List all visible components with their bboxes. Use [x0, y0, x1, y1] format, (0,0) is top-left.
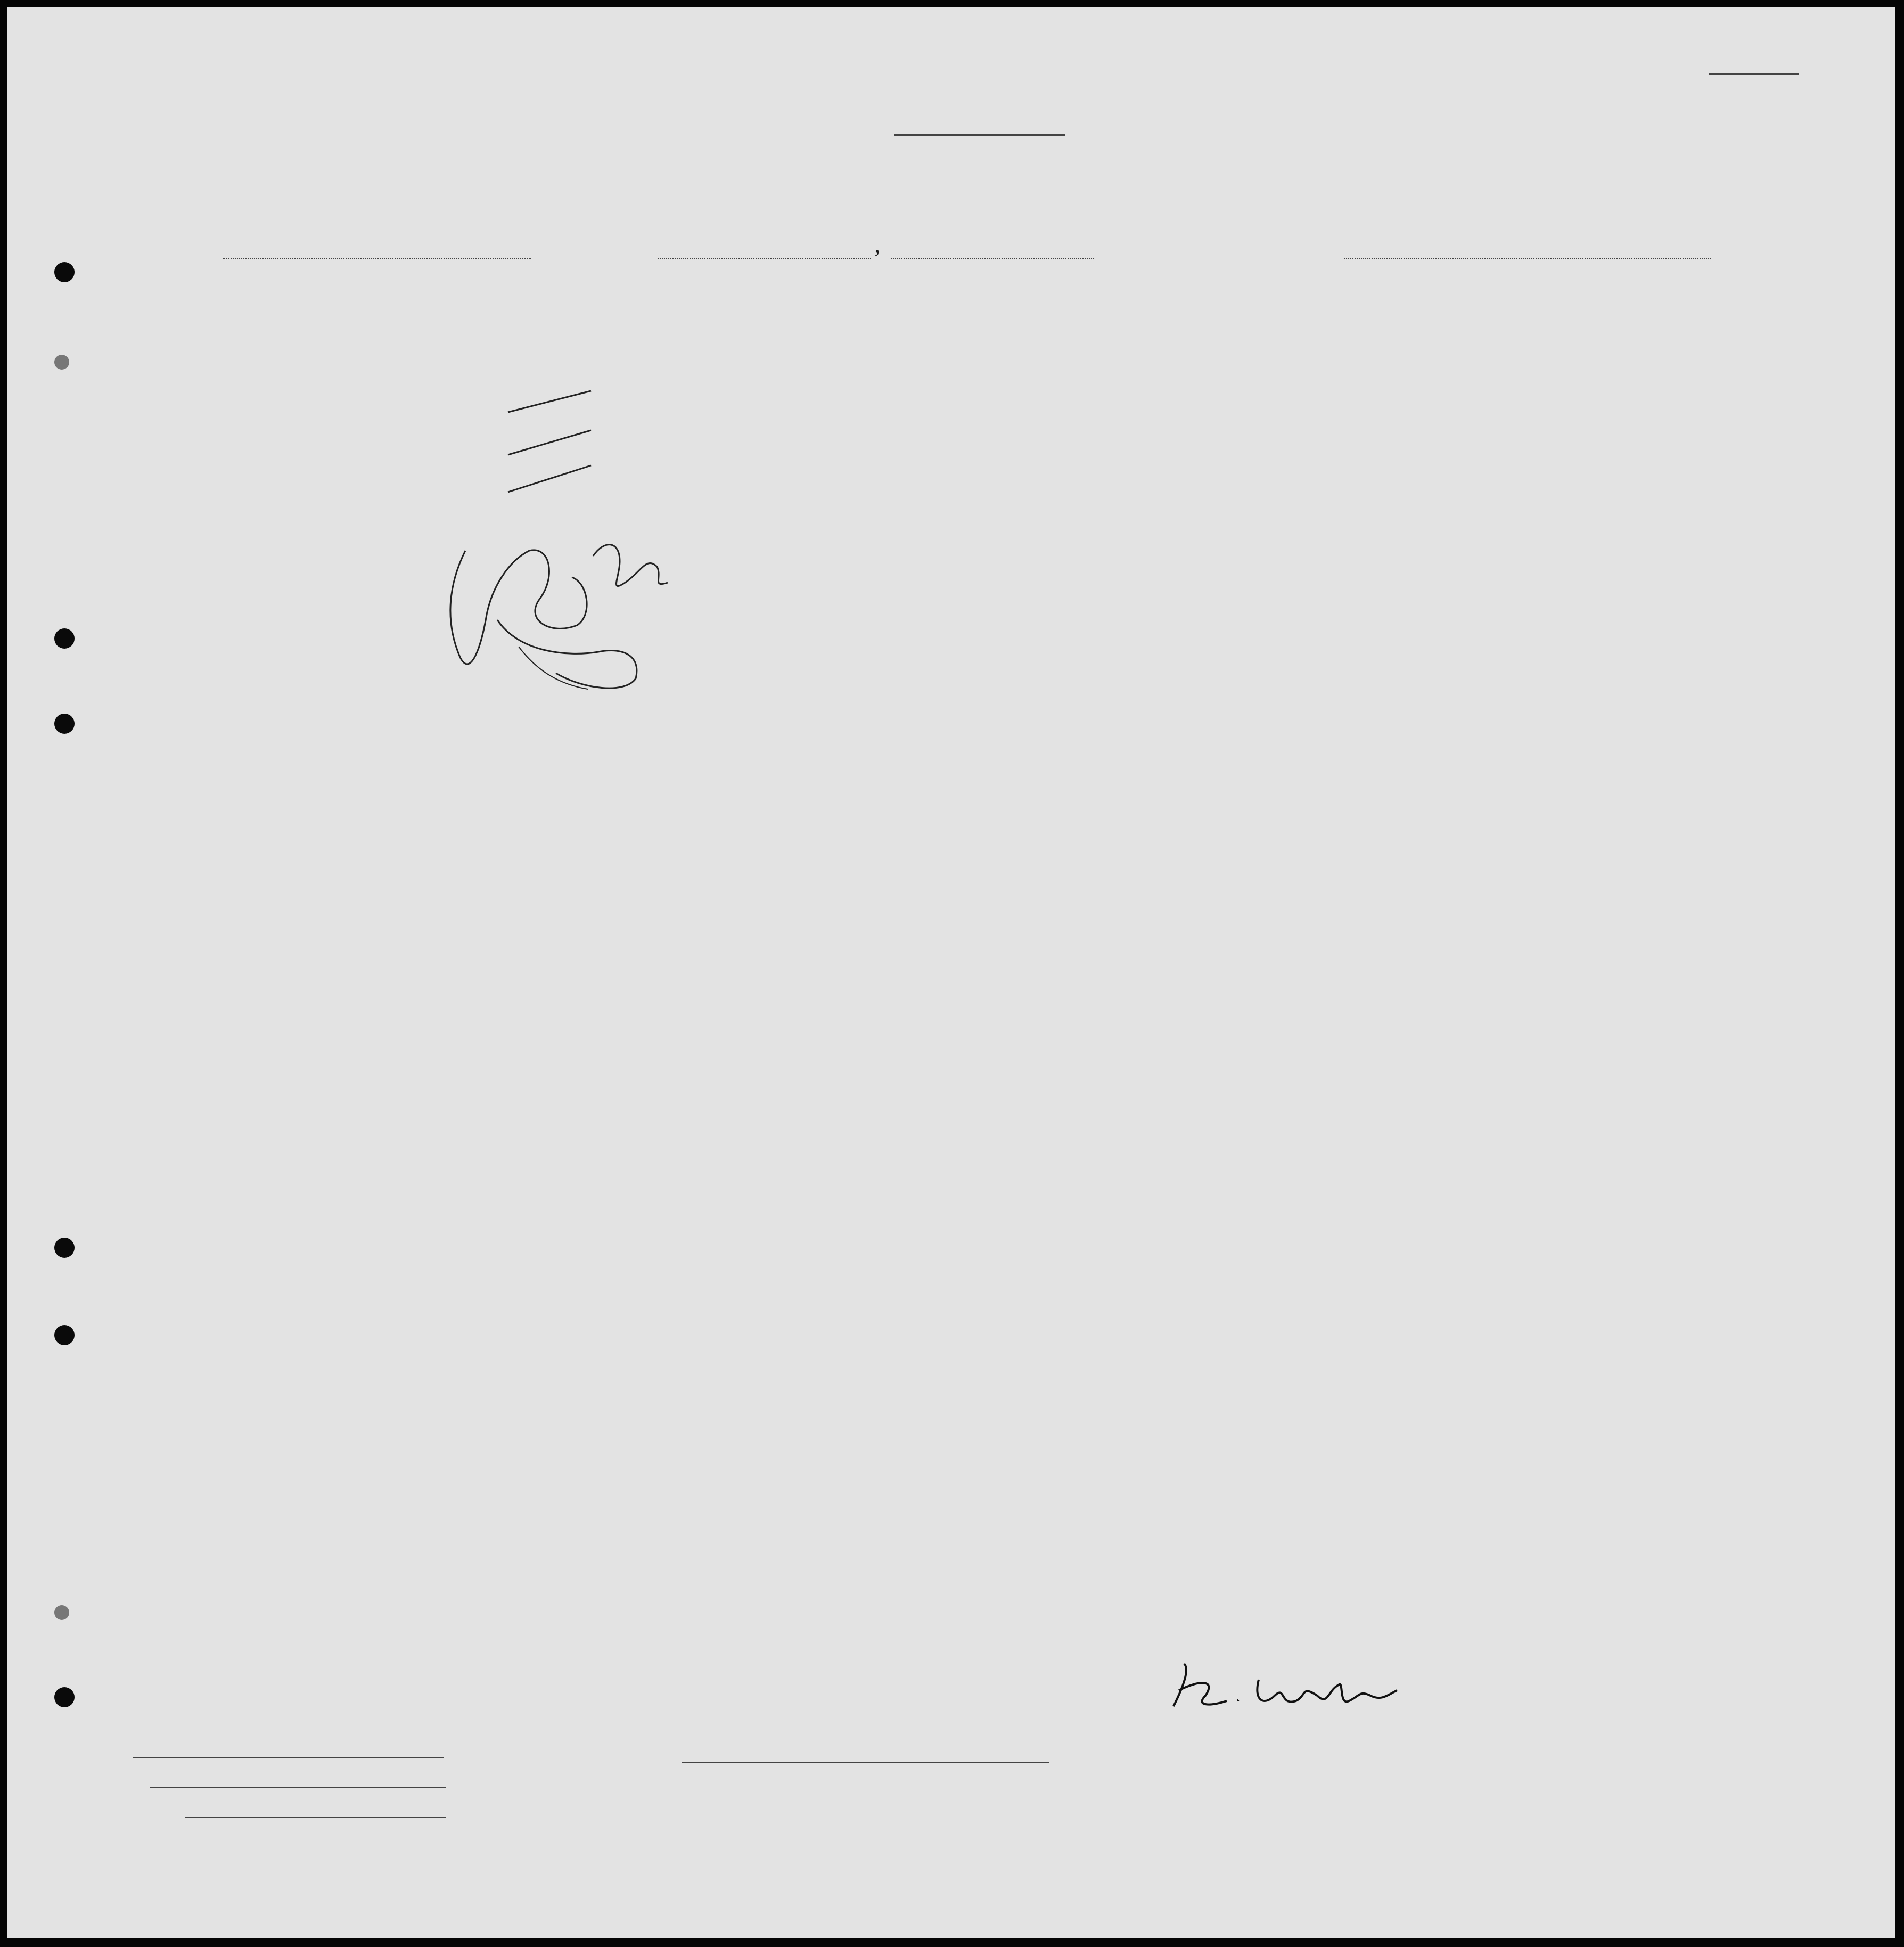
purser-signature — [1158, 1648, 1413, 1733]
binder-hole — [54, 262, 75, 282]
comma-separator: , — [874, 231, 881, 258]
binder-hole-partial — [54, 1605, 69, 1620]
footer-agents-field — [185, 1817, 446, 1818]
inspector-signature-line — [682, 1762, 1049, 1763]
footer-owners-field — [150, 1787, 446, 1788]
binder-hole — [54, 714, 75, 734]
manifest-table-grid — [7, 7, 1895, 1938]
seaman-id-dash-marks — [497, 380, 614, 519]
binder-hole — [54, 1325, 75, 1345]
manifest-sheet — [7, 7, 1895, 1938]
binder-hole — [54, 628, 75, 649]
footer-line-field — [133, 1757, 444, 1758]
inspector-signature — [428, 519, 705, 710]
binder-hole-partial — [54, 355, 69, 370]
binder-hole — [54, 1687, 75, 1707]
binder-hole — [54, 1238, 75, 1258]
